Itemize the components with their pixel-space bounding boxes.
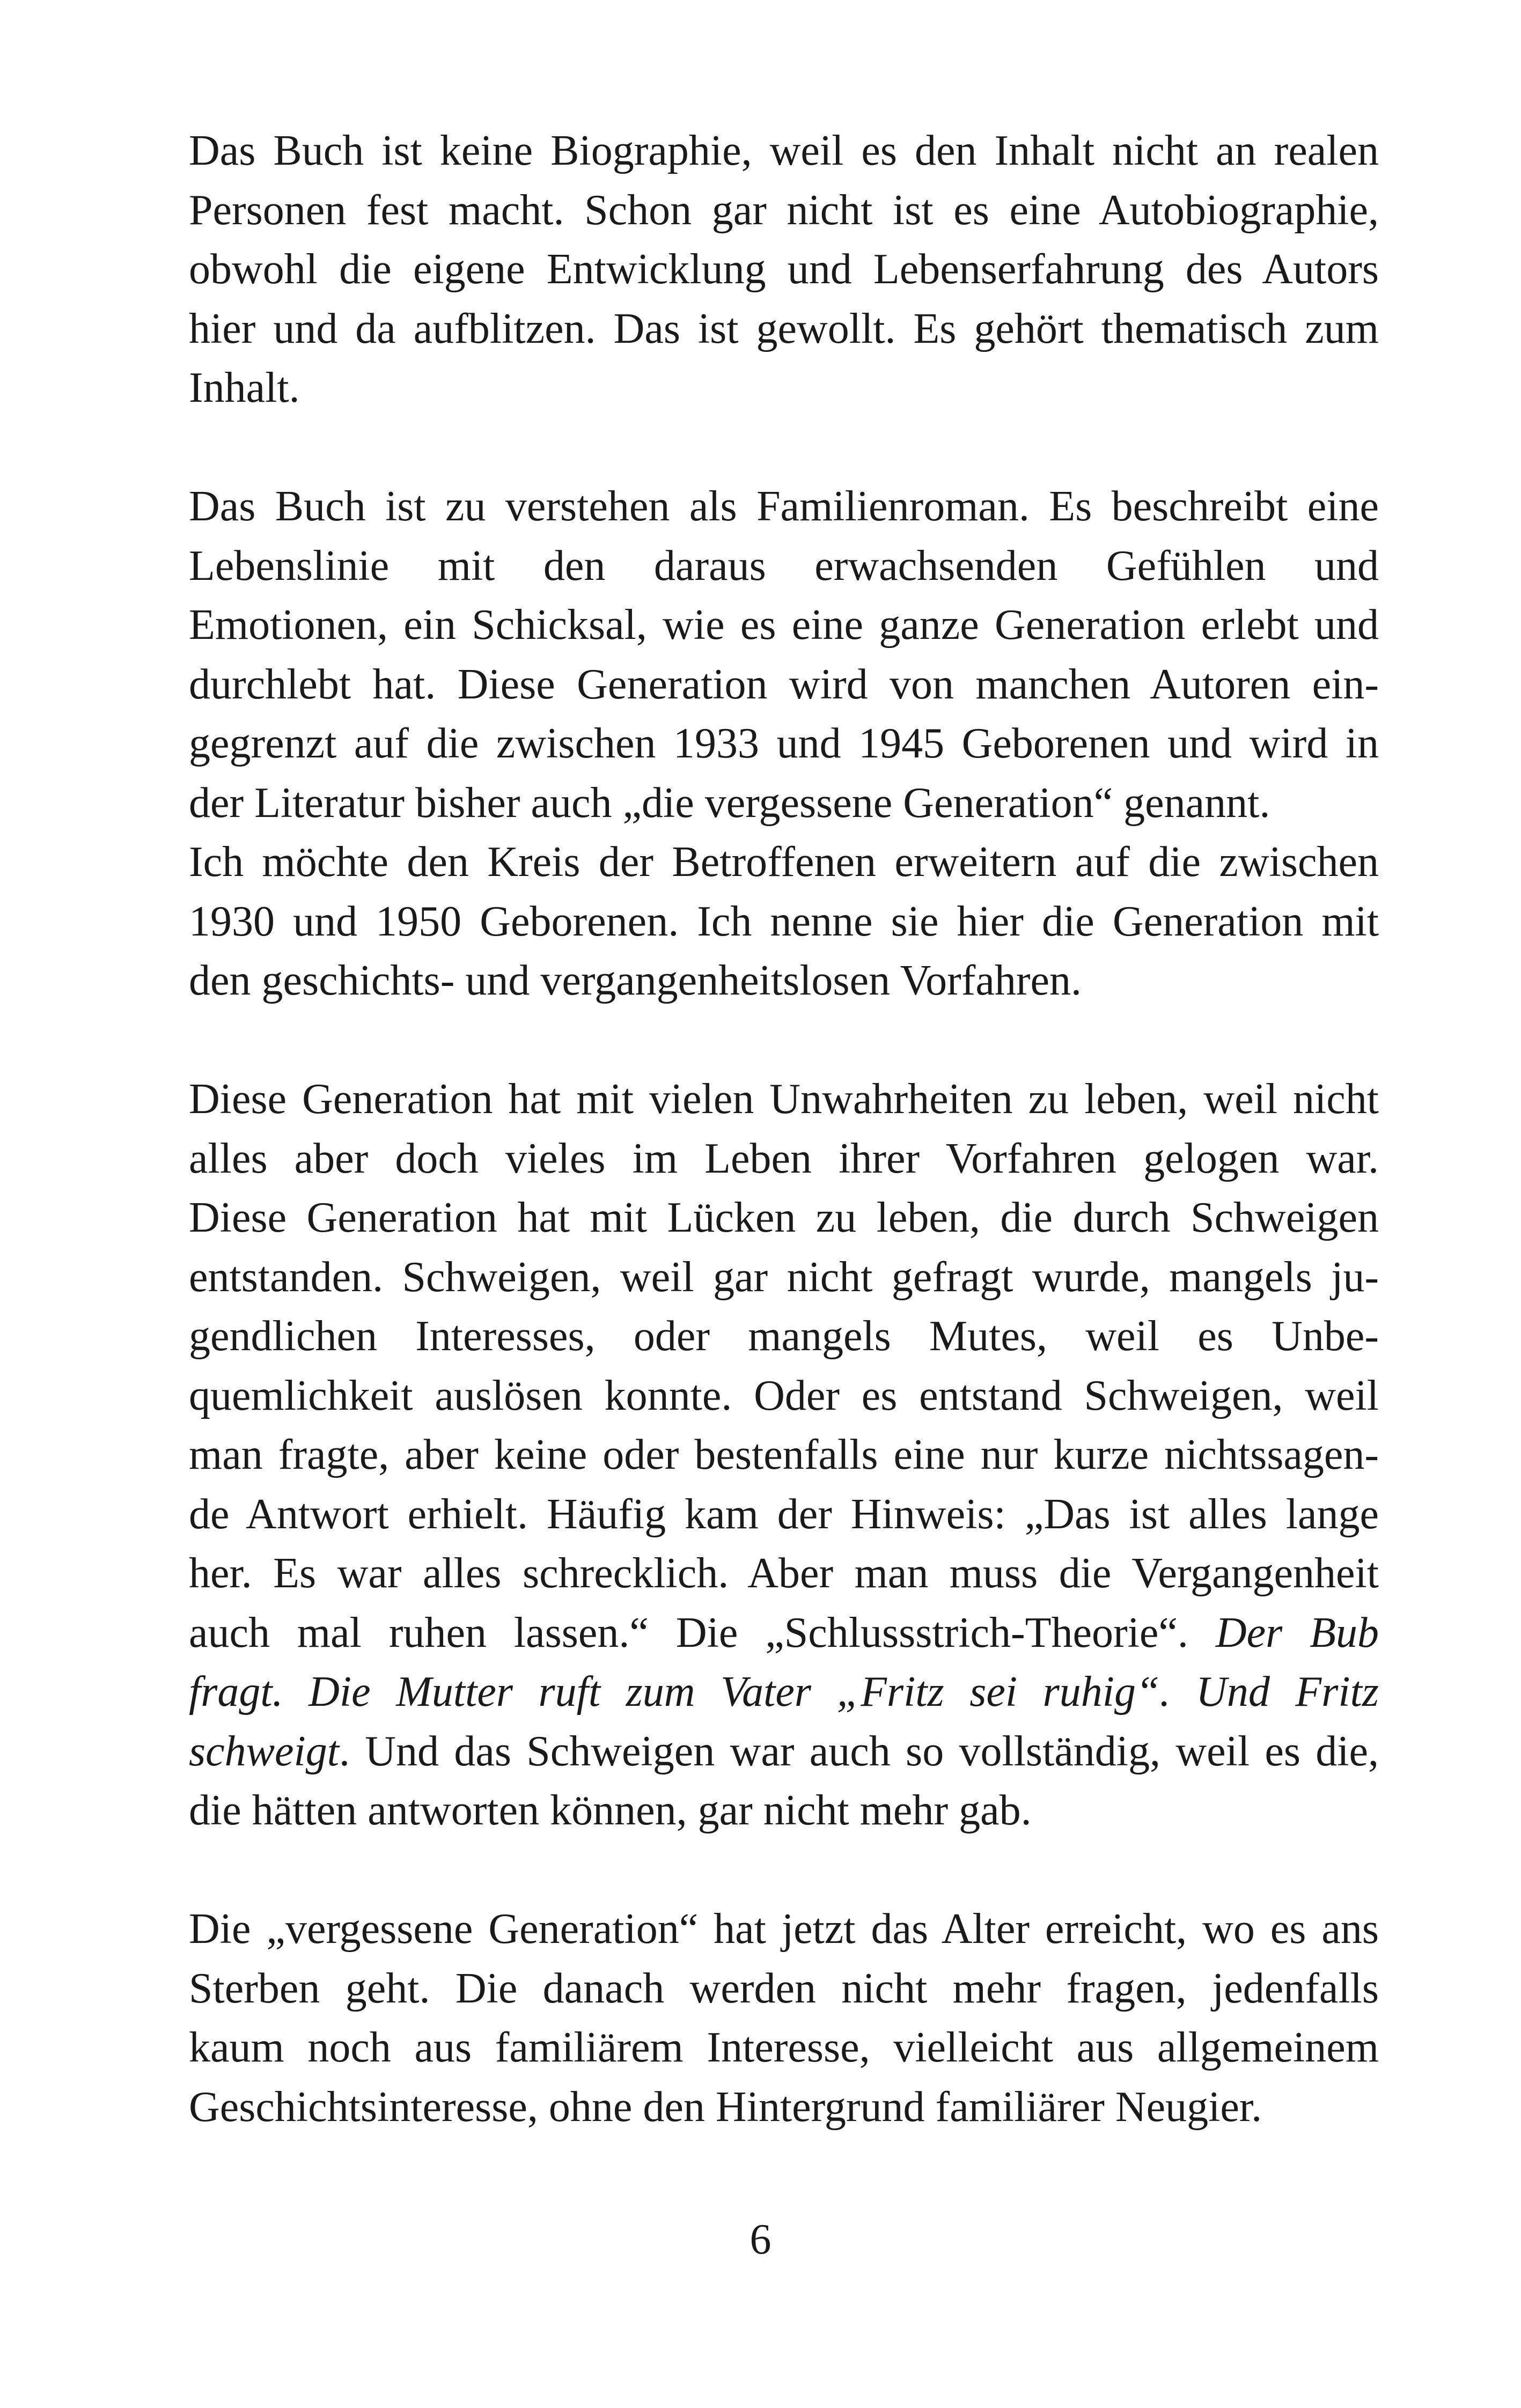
text-line: man fragte, aber keine oder bestenfalls eine nur kurze nichtssagen- xyxy=(189,1431,1379,1478)
page-number: 6 xyxy=(750,2216,771,2263)
text-line: alles aber doch vieles im Leben ihrer Vorfahren gelogen war. xyxy=(189,1135,1379,1182)
text-line: Sterben geht. Die danach werden nicht mehr fragen, jedenfalls xyxy=(189,1964,1379,2012)
text-line-mixed xyxy=(189,1722,1379,1781)
paragraph-4 xyxy=(189,1899,1379,2137)
text-line-mixed xyxy=(189,1603,1379,1663)
text-line: Emotionen, ein Schicksal, wie es eine ganze Generation erlebt und xyxy=(189,601,1379,649)
text-line: her. Es war alles schrecklich. Aber man muss die Vergangenheit xyxy=(189,1550,1379,1597)
italic-text-segment: schweigt xyxy=(189,1727,339,1775)
text-line: Lebenslinie mit den daraus erwachsenden Gefühlen und xyxy=(189,542,1379,590)
italic-text-line: fragt. Die Mutter ruft zum Vater „Fritz sei ruhig“. Und Fritz xyxy=(189,1668,1379,1715)
text-line: gegrenzt auf die zwischen 1933 und 1945 Geborenen und wird in xyxy=(189,720,1379,767)
page-body xyxy=(189,121,1379,2137)
text-line: kaum noch aus familiärem Interesse, vielleicht aus allgemeinem xyxy=(189,2024,1379,2071)
text-line: Das Buch ist zu verstehen als Familienroman. Es beschreibt eine xyxy=(189,483,1379,530)
text-line: Das Buch ist keine Biographie, weil es den Inhalt nicht an realen xyxy=(189,127,1379,174)
text-line: Diese Generation hat mit vielen Unwahrheiten zu leben, weil nicht xyxy=(189,1076,1379,1123)
italic-text-segment: Der Bub xyxy=(1215,1609,1379,1656)
paragraph-3 xyxy=(189,1070,1379,1840)
text-line: Ich möchte den Kreis der Betroffenen erweitern auf die zwischen xyxy=(189,838,1379,886)
text-line: den geschichts- und vergangenheitslosen Vorfahren. xyxy=(189,957,1082,1004)
text-line: 1930 und 1950 Geborenen. Ich nenne sie hier die Generation mit xyxy=(189,897,1379,945)
text-line: quemlichkeit auslösen konnte. Oder es entstand Schweigen, weil xyxy=(189,1372,1379,1419)
text-line: der Literatur bisher auch „die vergessene Generation“ genannt. xyxy=(189,779,1270,827)
text-line: Diese Generation hat mit Lücken zu leben, die durch Schweigen xyxy=(189,1194,1379,1241)
text-line: entstanden. Schweigen, weil gar nicht gefragt wurde, mangels ju- xyxy=(189,1253,1379,1301)
text-line: hier und da aufblitzen. Das ist gewollt. Es gehört thematisch zum xyxy=(189,305,1379,352)
text-line: die hätten antworten können, gar nicht mehr gab. xyxy=(189,1787,1032,1834)
text-line: Personen fest macht. Schon gar nicht ist es eine Autobiographie, xyxy=(189,186,1379,234)
text-line: Geschichtsinteresse, ohne den Hintergrund familiärer Neugier. xyxy=(189,2083,1262,2131)
text-line: Die „vergessene Generation“ hat jetzt das Alter erreicht, wo es ans xyxy=(189,1905,1379,1953)
text-line: gendlichen Interesses, oder mangels Mutes, weil es Unbe- xyxy=(189,1313,1379,1360)
paragraph-spacer xyxy=(189,418,1379,477)
paragraph-2 xyxy=(189,477,1379,1011)
paragraph-spacer xyxy=(189,1011,1379,1070)
paragraph-1 xyxy=(189,121,1379,418)
text-line: Inhalt. xyxy=(189,364,300,411)
text-segment: auch mal ruhen lassen.“ Die „Schlussstrich-Theorie“. xyxy=(189,1609,1216,1656)
text-segment: . Und das Schweigen war auch so vollständig, weil es die, xyxy=(339,1727,1379,1775)
text-line: obwohl die eigene Entwicklung und Lebenserfahrung des Autors xyxy=(189,246,1379,293)
text-line: de Antwort erhielt. Häufig kam der Hinweis: „Das ist alles lange xyxy=(189,1490,1379,1538)
text-line: durchlebt hat. Diese Generation wird von manchen Autoren ein- xyxy=(189,660,1379,708)
paragraph-spacer xyxy=(189,1840,1379,1900)
